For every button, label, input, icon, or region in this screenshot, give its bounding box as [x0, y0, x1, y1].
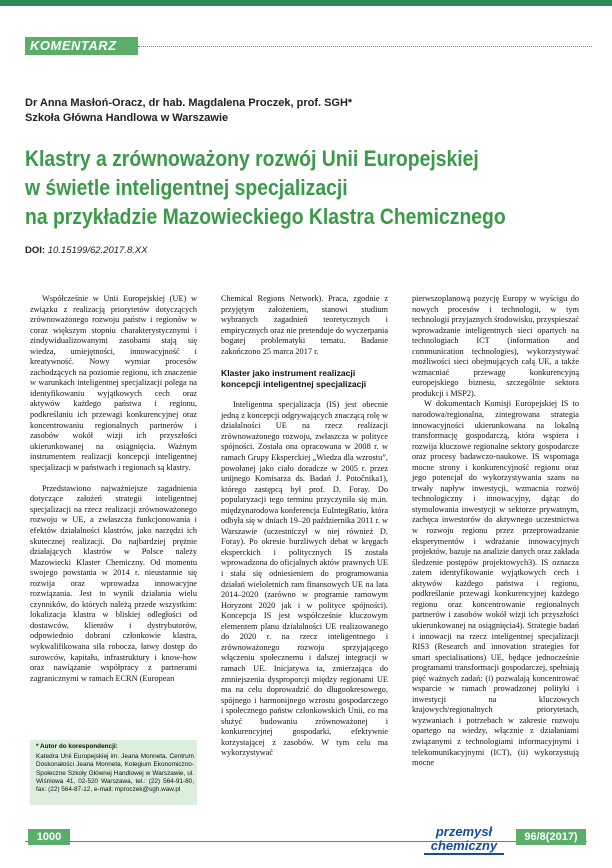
paragraph: Chemical Regions Network). Praca, zgodnie z przyjętym założeniem, stanowi studium wybranych zagadnień teoretycznych i empirycznych oraz nie pretenduje do wyczerpania bogatej problematyki tematu. Badanie zakończono 25 marca 2017 r. [221, 294, 389, 356]
paragraph: Inteligentna specjalizacja (IS) jest obecnie jedną z koncepcji odgrywających znaczącą rolę w działalności UE na rzecz realizacji zrównoważonego rozwoju, zwłaszcza w polityce spójności. Została ona opracowana w 2008 r. w ramach Grupy Eksperckiej „Wiedza dla wzrostu”, powołanej jako ciało doradcze w 2005 r. przez unijnego Komisarza ds. Badań J. Potočnika1), którego zastępcą był prof. D. Foray. Do popularyzacji tego terminu przyczyniła się m.in. międzynarodowa konferencja EuIntegRatio, która odbyła się w dniach 19–20 października 2011 r. w Warszawie (uczestniczył w niej również D. Foray). Po okresie burzliwych debat w kręgach eksperckich i politycznych IS została wprowadzona do oficjalnych aktów prawnych UE i stała się odniesieniem do programowania działań wieloletnich ram finansowych UE na lata 2014–2020 (zarówno w programie ramowym Horyzont 2020 jak i w polityce spójności). Koncepcja IS jest współcześnie kluczowym elementem planu działalności UE realizowanego do 2020 r. na rzecz inteligentnego i zrównoważonego rozwoju sprzyjającego włączeniu społecznemu i dalszej integracji w ramach UE. Inicjatywa ta, zmierzająca do zmniejszenia dysproporcji między regionami UE ma na celu doprowadzić do długookresowego, spójnego i harmonijnego wzrostu gospodarczego i społecznego państw członkowskich Unii, co ma służyć budowaniu zrównoważonej i konkurencyjnej gospodarki, efektywnie korzystającej z zasobów. W tym celu ma wykorzystywać [221, 400, 388, 758]
article-title [25, 144, 515, 231]
text-column-1 [30, 294, 197, 684]
journal-logo [420, 823, 508, 857]
text-column-3 [412, 294, 579, 769]
title-line-1: Klastry a zrównoważony rozwój Unii Europejskiej [25, 146, 479, 171]
title-line-3: na przykładzie Mazowieckiego Klastra Chemicznego [25, 204, 506, 229]
correspondence-box [30, 740, 197, 805]
section-label: KOMENTARZ [30, 38, 117, 53]
paragraph: Przedstawiono najważniejsze zagadnienia dotyczące założeń strategii inteligentnej specjalizacji na rzecz realizacji zrównoważonego rozwoju w UE, a zwłaszcza funkcjonowania i efektów działalności klastrów, jako narzędzi ich skutecznej realizacji. Do najbardziej prężnie działających klastrów w Polsce należy Mazowiecki Klaster Chemiczny. Od momentu swojego powstania w 2014 r. nieustannie się rozwija oraz wprowadza innowacyjne rozwiązania. Jest to wynik działania wielu czynników, do których należą przede wszystkim: lokalizacja klastra w bliskiej odległości od dostawców, klientów i dystrybutorów, odpowiednio dobrani członkowie klastra, wykwalifikowana siła robocza, łatwy dostęp do surowców, kapitału, infrastruktury i know-how oraz nawiązanie współpracy z partnerami zagranicznymi w ramach ECRN (European [30, 483, 197, 683]
correspondence-text: Katedra Unii Europejskiej im. Jeana Monneta, Centrum Doskonałości Jeana Monneta, Kolegium Ekonomiczno-Społeczne Szkoły Głównej Handlowej w Warszawie, ul. Wiśniowa 41, 02-520 Warszawa, tel.: (22) 564-91-80, fax: (22) 564-87-12, e-mail: mproczek@sgh.waw.pl [36, 753, 194, 794]
doi-line [25, 245, 148, 256]
paragraph: pierwszoplanową pozycję Europy w wyścigu do nowych procesów i technologii, w tym technologii przyjaznych środowisku, przyspieszać wprowadzanie inteligentnych sieci opartych na technologiach ICT (information and communication technologies), wykorzystywać możliwości sieci obejmujących całą UE, a także wzmacniać przewagę konkurencyjną europejskiego biznesu, szczególnie sektora produkcji i MSP2). [412, 294, 579, 398]
author-block [25, 96, 585, 126]
section-divider [138, 46, 592, 47]
paragraph: Współcześnie w Unii Europejskiej (UE) w związku z realizacją priorytetów dotyczących zrównoważonego rozwoju państw i regionów w coraz większym stopniu charakterystycznymi i zindywidualizowanymi zasobami stają się wiedza, umiejętności, innowacyjność i kreatywność. Nowy wymiar procesów zachodzących na poziomie regionu, ich znaczenie w warunkach inteligentnej specjalizacji polega na identyfikowaniu wyjątkowych cech oraz aktywów każdego państwa i regionu, podkreślaniu ich przewagi konkurencyjnej oraz koncentrowaniu regionalnych partnerów i zasobów wokół wizji ich przyszłości ukierunkowanej na osiągnięcia. Ważnym instrumentem realizacji koncepcji inteligentnej specjalizacji w państwach i regionach są klastry. [30, 294, 197, 472]
logo-line-2: chemiczny [430, 838, 498, 853]
author-names: Dr Anna Masłoń-Oracz, dr hab. Magdalena Proczek, prof. SGH* [25, 97, 353, 109]
page-number: 1000 [28, 829, 70, 845]
section-tag [25, 37, 138, 55]
issue-number: 96/8(2017) [516, 829, 586, 845]
subheading: Klaster jako instrument realizacji koncepcji inteligentnej specjalizacji [221, 368, 367, 390]
doi-value[interactable]: 10.15199/62.2017.8.XX [47, 245, 148, 256]
doi-label: DOI: [25, 245, 46, 256]
logo-line-1: przemysł [435, 824, 493, 839]
top-accent-bar [0, 0, 612, 6]
title-line-2: w świetle inteligentnej specjalizacji [25, 175, 348, 200]
text-column-2 [221, 294, 388, 759]
paragraph: W dokumentach Komisji Europejskiej IS to narodowa/regionalna, zintegrowana strategia innowacyjności ukierunkowana na lokalną transformację gospodarczą, która wspiera i rozwija kluczowe regionalne sektory gospodarcze oraz procesy badawczo-naukowe. IS wspomaga mocne strony i konkurencyjność regionu oraz jego potencjał do wykorzystywania szans na trwały napływ inwestycji, wzmacnia rozwój technologiczny i innowacyjny, dążąc do stymulowania inwestycji w sektorze prywatnym, zachęca inwestorów do aktywnego uczestnictwa w rozwoju regionu przez przeprowadzanie eksperymentów i wdrażanie innowacyjnych projektów, bazuje na analizie danych oraz zakłada śledzenie postępów projektowych3). IS oznacza zatem identyfikowanie wyjątkowych cech i aktywów każdego państwa i regionu, podkreślanie przewagi konkurencyjnej każdego regionu oraz koncentrowanie regionalnych partnerów i zasobów wokół wizji ich przyszłości ukierunkowanej na osiągnięcia4). Strategie badań i innowacji na rzecz inteligentnej specjalizacji RIS3 (Research and innovation strategies for smart specialisations) UE, będące jednocześnie programami transformacji gospodarczej, spełniają pięć ważnych zadań: (i) pozwalają koncentrować wsparcie w ramach prowadzonej polityki i inwestycji na kluczowych krajowych/regionalnych priorytetach, wyzwaniach i potrzebach w zakresie rozwoju opartego na wiedzy, włącznie z działaniami związanymi z technologiami informacyjnymi i telekomunikacyjnymi (ICT), (ii) wykorzystują mocne [412, 399, 579, 768]
author-affiliation: Szkoła Główna Handlowa w Warszawie [25, 112, 229, 124]
correspondence-heading: * Autor do korespondencji: [36, 743, 118, 750]
